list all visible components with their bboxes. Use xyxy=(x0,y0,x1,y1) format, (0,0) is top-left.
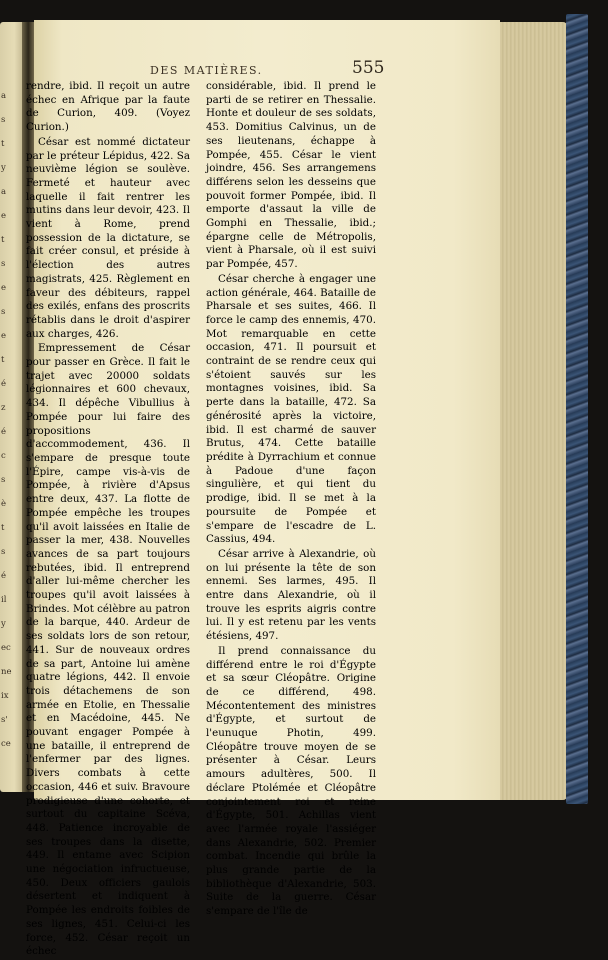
index-column-right xyxy=(206,80,376,920)
facing-page-text-fragment: z xyxy=(1,403,6,413)
facing-page-text-fragment: e xyxy=(1,211,7,221)
facing-page-text-fragment: s xyxy=(1,547,6,557)
facing-page-text-fragment: t xyxy=(1,523,5,533)
page-stack-edges xyxy=(497,22,567,800)
facing-page-text-fragment: ce xyxy=(1,739,11,749)
running-head: DES MATIÈRES. xyxy=(150,64,263,77)
facing-page-text-fragment: s xyxy=(1,307,6,317)
marbled-cover-board xyxy=(566,14,588,804)
facing-page-text-fragment: s xyxy=(1,475,6,485)
facing-page-text-fragment: ne xyxy=(1,667,12,677)
facing-page-text-fragment: t xyxy=(1,235,5,245)
index-entry: César cherche à engager une action générale, 464. Bataille de Pharsale et ses suites, 466. Il force le camp des ennemis, 470. Mot remarquable en cette occasion, 471. Il poursuit et contraint de se rendre ceux qui s'étoient sauvés sur les montagnes voisines, ibid. Sa perte dans la bataille, 472. Sa générosité après la victoire, ibid. Il est charmé de sauver Brutus, 474. Cette bataille prédite à Dyrrachium et connue à Padoue d'une façon singulière, et qui tient du prodige, ibid. Il se met à la poursuite de Pompée et s'empare de l'escadre de L. Cassius, 494. xyxy=(206,272,376,546)
facing-page-text-fragment: s' xyxy=(1,715,8,725)
facing-page-text-fragment: é xyxy=(1,427,7,437)
facing-page-text-fragment: e xyxy=(1,283,7,293)
index-entry: considérable, ibid. Il prend le parti de se retirer en Thessalie. Honte et douleur de ses soldats, 453. Domitius Calvinus, un de ses lieutenans, échappe à Pompée, 455. César le vient joindre, 456. Ses arrangemens différens selon les desseins que pouvoit former Pompée, ibid. Il emporte d'assaut la ville de Gomphi en Thessalie, ibid.; épargne celle de Métropolis, vient à Pharsale, où il est suivi par Pompée, 457. xyxy=(206,80,376,271)
facing-page-text-fragment: c xyxy=(1,451,6,461)
facing-page-text-fragment: s xyxy=(1,115,6,125)
facing-page-text-fragment: e xyxy=(1,331,7,341)
facing-page-text-fragment: é xyxy=(1,571,7,581)
facing-page-text-fragment: a xyxy=(1,187,7,197)
index-entry: César est nommé dictateur par le préteur Lépidus, 422. Sa neuvième légion se soulève. Fermeté et hauteur avec laquelle il fait rentrer les mutins dans leur devoir, 423. Il vient à Rome, prend possession de la dictature, se fait créer consul, et préside à l'élection des autres magistrats, 425. Règlement en faveur des débiteurs, rappel des exilés, enfans des proscrits rétablis dans le droit d'aspirer aux charges, 426. xyxy=(26,135,190,340)
facing-page-text-fragment: y xyxy=(1,163,6,173)
facing-page-text-fragment: é xyxy=(1,379,7,389)
index-entry: Empressement de César pour passer en Grèce. Il fait le trajet avec 20000 soldats légionnaires et 600 chevaux, 434. Il dépêche Vibullius à Pompée pour lui faire des propositions d'accommodement, 436. Il s'empare de presque toute l'Épire, campe vis-à-vis de Pompée, à rivière d'Apsus entre deux, 437. La flotte de Pompée empêche les troupes qu'il avoit laissées en Italie de passer la mer, 438. Nouvelles avances de sa part toujours rebutées, ibid. Il entreprend d'aller lui-même chercher les troupes qu'il avoit laissées à Brindes. Mot célèbre au patron de la barque, 440. Ardeur de ses soldats lors de son retour, 441. Sur de nouveaux ordres de sa part, Antoine lui amène quatre légions, 442. Il envoie trois détachemens de son armée en Etolie, en Thessalie et en Macédoine, 445. Ne pouvant engager Pompée à une bataille, il entreprend de l'enfermer par des lignes. Divers combats à cette occasion, 446 et suiv. Bravoure prodigieuse d'une cohorte, et surtout du capitaine Scéva, 448. Patience incroyable de ses troupes dans la disette, 449. Il entame avec Scipion une négociation infructueuse, 450. Deux officiers gaulois désertent et indiquent à Pompée les endroits foibles de ses lignes, 451. Celui-ci les force, 452. César reçoit un échec xyxy=(26,342,190,958)
facing-page-text-fragment: t xyxy=(1,355,5,365)
facing-page-text-fragment: s xyxy=(1,259,6,269)
facing-page-text-fragment: è xyxy=(1,499,7,509)
facing-page-text-fragment: t xyxy=(1,139,5,149)
index-entry: César arrive à Alexandrie, où on lui présente la tête de son ennemi. Ses larmes, 495. Il entre dans Alexandrie, où il trouve les esprits aigris contre lui. Il y est retenu par les vents étésiens, 497. xyxy=(206,547,376,643)
page-number: 555 xyxy=(352,58,385,78)
facing-page-text-fragment: ec xyxy=(1,643,11,653)
index-entry: Il prend connaissance du différend entre le roi d'Égypte et sa sœur Cléopâtre. Origine de ce différend, 498. Mécontentement des ministres d'Égypte, et surtout de l'eunuque Photin, 499. Cléopâtre trouve moyen de se présenter à César. Leurs amours adultères, 500. Il déclare Ptolémée et Cléopâtre conjointement roi et reine d'Égypte, 501. Achillas vient avec l'armée royale l'assiéger dans Alexandrie, 502. Premier combat. Incendie qui brûle la plus grande partie de la bibliothèque d'Alexandrie, 503. Suite de la guerre. César s'empare de l'île de xyxy=(206,644,376,918)
index-entry: rendre, ibid. Il reçoit un autre échec en Afrique par la faute de Curion, 409. (Voyez Curion.) xyxy=(26,80,190,134)
facing-page-text-fragment: a xyxy=(1,91,7,101)
index-column-left xyxy=(26,80,190,960)
facing-page-text-fragment: ix xyxy=(1,691,9,701)
facing-page-text-fragment: il xyxy=(1,595,7,605)
facing-page-text-fragment: y xyxy=(1,619,6,629)
